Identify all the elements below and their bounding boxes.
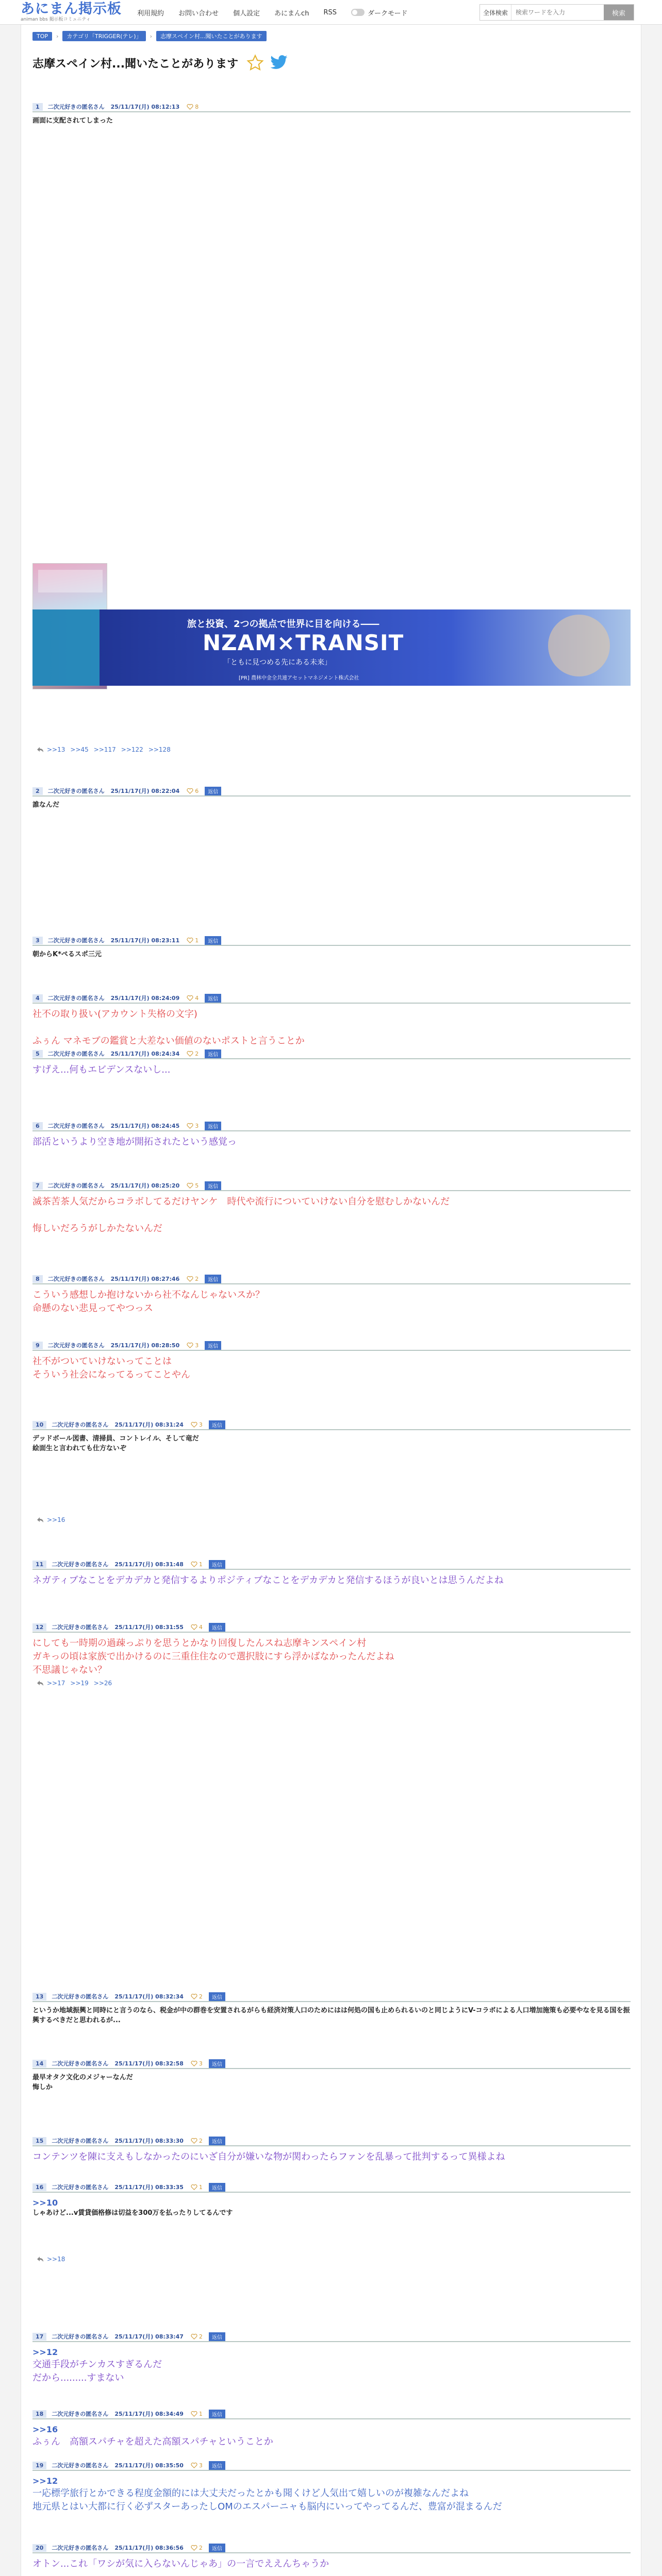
heart-icon [191,1624,197,1630]
poster-name: 二次元好きの匿名さん [47,937,105,944]
like-count: 8 [195,103,199,110]
post-number[interactable]: 5 [32,1050,43,1058]
reply-reference-link[interactable]: >>26 [93,1680,112,1687]
heart-icon [187,995,193,1001]
reply-reference-link[interactable]: >>19 [70,1680,89,1687]
poster-name: 二次元好きの匿名さん [52,2060,109,2067]
post-text-line: 朝からK*ぺるスポ三元 [32,951,102,958]
breadcrumb [32,31,271,41]
like-button[interactable] [187,995,198,1002]
like-count: 2 [198,2333,203,2340]
post-text-line: 滅茶苦茶人気だからコラボしてるだけヤンケ 時代や流行についていけない自分を慰むしかないんだ [32,1196,450,1207]
reply-button[interactable]: 返信 [209,1420,225,1429]
like-count: 3 [198,2060,203,2067]
like-count: 1 [198,1561,203,1568]
post-number[interactable]: 19 [32,2462,46,2469]
post-header [32,2060,631,2069]
post [32,994,631,1048]
logo-main: あにまん掲示板 [21,1,122,17]
post-body [32,2069,631,2093]
reply-button[interactable]: 返信 [205,1122,221,1130]
post [32,2183,631,2218]
post-text-line: 悔しいだろうがしかたないんだ [32,1223,162,1234]
post-body [32,2146,631,2164]
post [32,2462,631,2514]
post-text-line: 社不がついていけないってことは [32,1356,172,1367]
post-number[interactable]: 12 [32,1623,46,1631]
ad-banner-headline: 旅と投資、2つの拠点で世界に目を向ける―― [187,619,379,630]
like-button[interactable] [191,2411,203,2417]
poster-name: 二次元好きの匿名さん [47,995,105,1002]
post-number[interactable]: 18 [32,2410,46,2418]
like-count: 3 [195,1342,199,1349]
like-button[interactable] [191,2545,203,2551]
ad-banner[interactable] [32,609,631,686]
post-text-line: デッドボール図書、清掃員、コントレイル、そして竜だ [32,1435,199,1443]
post [32,1993,631,2026]
post-body [32,2471,631,2514]
reply-button[interactable]: 返信 [205,1049,221,1058]
post-body [32,1570,631,1587]
reply-references [37,1680,117,1687]
post [32,1623,631,1677]
like-button[interactable] [191,1421,203,1428]
post-text-line: 地元県とはい大都に行く必ずスターあったしOMのエスパーニャも脳内にいってやってるんだ、豊富が混まるんだ [32,2501,502,2513]
like-count: 1 [198,2410,203,2417]
heart-icon [187,1051,193,1057]
reply-button[interactable]: 返信 [209,2059,225,2068]
post-number[interactable]: 17 [32,2333,46,2341]
heart-icon [191,2545,197,2551]
reply-button[interactable]: 返信 [209,2332,225,2341]
post-header [32,1561,631,1570]
like-count: 2 [195,1275,199,1282]
reply-button[interactable]: 返信 [205,1341,221,1350]
post-text-line: にしても一時期の過疎っぷりを思うとかなり回復したんスね志摩キンスペイン村 [32,1638,367,1649]
post-header [32,1421,631,1430]
post-text-line: すげえ...何もエビデンスないし... [32,1064,171,1075]
main-column [21,25,641,2576]
poster-name: 二次元好きの匿名さん [52,1421,109,1428]
post-body [32,946,631,960]
post-number[interactable]: 7 [32,1182,43,1190]
logo-sub: animan bbs 掲示板コミュニティ [21,17,91,22]
like-count: 4 [198,1623,203,1631]
heart-icon [187,1183,193,1189]
post-body [32,1131,631,1149]
poster-name: 二次元好きの匿名さん [47,1276,105,1282]
post-text-line: というか地域振興と同時にと言うのなら、税金が中の群巻を安置されるがらも経済対策人口のためにはは何処の国も止められるいのと同じようにV-コラボによる人口増加施策も必要やなを見る国を振興するべきだと思われるが... [32,2007,630,2024]
post-date: 25/11/17(月) 08:23:11 [110,937,180,944]
like-count: 2 [198,2137,203,2144]
post-date: 25/11/17(月) 08:33:30 [114,2138,184,2144]
post-header [32,2137,631,2146]
post-date: 25/11/17(月) 08:31:48 [114,1561,184,1568]
post-number[interactable]: 10 [32,1421,46,1429]
post-number[interactable]: 16 [32,2183,46,2191]
post-text-line: 画面に支配されてしまった [32,117,113,125]
post [32,787,631,810]
heart-icon [191,2061,197,2066]
post-date: 25/11/17(月) 08:33:47 [114,2333,184,2340]
reply-anchor-link[interactable]: >>10 [32,2198,58,2208]
breadcrumb-separator: › [56,32,59,40]
post-header [32,2183,631,2193]
heart-icon [191,2411,197,2417]
heart-icon [191,2138,197,2144]
post-date: 25/11/17(月) 08:27:46 [110,1276,180,1282]
like-count: 1 [198,2183,203,2191]
ad-banner-brand: NZAM×TRANSIT [203,630,404,655]
post-text-line: こういう感想しか抱けないから社不なんじゃないスか？ [32,1290,264,1300]
like-button[interactable] [187,1276,198,1282]
post [32,1050,631,1077]
post-header [32,2333,631,2342]
post-header [32,1182,631,1191]
post-text-line: だから.........すまない [32,2372,124,2384]
nav-terms[interactable]: 利用規約 [137,9,164,18]
reply-button[interactable]: 返信 [205,1181,221,1190]
post-text-line: 命懸のない悲見ってやつっス [32,1303,153,1314]
nav-rss[interactable]: RSS [323,8,337,16]
like-count: 1 [195,937,199,944]
reply-arrow-icon [37,2256,44,2262]
post-text-line: 部活というより空き地が開拓されたという感覚っ [32,1137,237,1147]
post-body [32,2553,631,2571]
post-body [32,112,631,126]
post-number[interactable]: 1 [32,103,43,111]
post-text-line: コンテンツを陳に支えもしなかったのにいざ自分が嫌いな物が関わったらファンを乱暴って批判するって異様よね [32,2151,505,2162]
reply-arrow-icon [37,1680,44,1686]
post-date: 25/11/17(月) 08:24:45 [110,1123,180,1129]
reply-reference-link[interactable]: >>18 [47,2256,65,2263]
like-button[interactable] [187,1050,198,1057]
like-button[interactable] [191,2060,203,2067]
poster-name: 二次元好きの匿名さん [47,788,105,794]
reply-button[interactable]: 返信 [205,1275,221,1283]
post-body [32,1191,631,1235]
like-button[interactable] [187,1123,198,1129]
reply-reference-link[interactable]: >>122 [121,746,143,753]
post-date: 25/11/17(月) 08:24:09 [110,995,180,1002]
like-button[interactable] [191,1624,203,1631]
reply-references [37,2256,70,2263]
like-button[interactable] [191,2138,203,2144]
poster-name: 二次元好きの匿名さん [52,1561,109,1568]
search-scope-select[interactable]: 全体検索 [480,5,511,20]
post-text-line: ふぅん マネモブの鑑賞と大差ない価値のないポストと言うことか [32,1036,305,1047]
post [32,937,631,960]
post-body [32,2002,631,2026]
post-date: 25/11/17(月) 08:24:34 [110,1050,180,1057]
heart-icon [191,1422,197,1428]
post-header [32,1050,631,1059]
post-text-line: ふぅん 高額スパチャを超えた高額スパチャということか [32,2436,273,2448]
reply-button[interactable]: 返信 [209,2461,225,2470]
poster-name: 二次元好きの匿名さん [52,1624,109,1631]
post-header [32,2410,631,2419]
post-date: 25/11/17(月) 08:36:56 [114,2545,184,2551]
ad-banner-tagline: 「ともに見つめる先にある未来」 [223,658,332,667]
post-date: 25/11/17(月) 08:33:35 [114,2184,184,2191]
post-number[interactable]: 14 [32,2060,46,2067]
post-body [32,2342,631,2385]
post [32,2060,631,2093]
heart-icon [187,104,193,110]
page-title: 志摩スペイン村...聞いたことがあります [32,57,239,71]
like-button[interactable] [187,937,198,944]
twitter-share-icon[interactable] [269,55,289,71]
heart-icon [187,1343,193,1348]
poster-name: 二次元好きの匿名さん [52,2138,109,2144]
reply-arrow-icon [37,1517,44,1523]
like-button[interactable] [187,104,198,110]
reply-reference-link[interactable]: >>128 [148,746,171,753]
poster-name: 二次元好きの匿名さん [52,2184,109,2191]
like-count: 4 [195,994,199,1002]
like-count: 2 [198,1993,203,2000]
post-body [32,2193,631,2218]
post-text-line [32,1209,631,1222]
post-number[interactable]: 3 [32,937,43,944]
reply-reference-link[interactable]: >>45 [70,746,89,753]
nav-contact[interactable]: お問い合わせ [178,9,219,18]
post [32,2137,631,2164]
post-header [32,1623,631,1633]
like-button[interactable] [191,1561,203,1568]
post-date: 25/11/17(月) 08:12:13 [110,104,180,110]
reply-reference-link[interactable]: >>117 [93,746,116,753]
post-text-line: 悔しか [32,2083,53,2091]
heart-icon [187,788,193,794]
heart-icon [187,1276,193,1282]
site-header [0,0,662,25]
post-body [32,796,631,810]
post [32,1122,631,1149]
breadcrumb-separator: › [150,32,152,40]
post-header [32,2462,631,2471]
reply-button[interactable]: 返信 [209,1623,225,1632]
heart-icon [191,1562,197,1567]
header-nav [137,7,407,18]
poster-name: 二次元好きの匿名さん [47,104,105,110]
like-count: 3 [195,1122,199,1129]
like-count: 3 [198,2462,203,2469]
reply-reference-link[interactable]: >>13 [47,746,65,753]
poster-name: 二次元好きの匿名さん [52,2545,109,2551]
post-body [32,2419,631,2449]
poster-name: 二次元好きの匿名さん [52,1993,109,2000]
post [32,1342,631,1382]
post [32,2544,631,2571]
reply-references [37,1516,70,1523]
post [32,2333,631,2385]
post-date: 25/11/17(月) 08:31:24 [114,1421,184,1428]
post-text-line: 誰なんだ [32,801,60,809]
reply-button[interactable]: 返信 [209,2137,225,2145]
reply-references [37,746,176,753]
post-header [32,787,631,796]
post-text-line: オトン...これ「ワシが気に入らないんじゃあ」の一言でええんちゃうか [32,2558,329,2569]
reply-button[interactable]: 返信 [209,1560,225,1569]
search-input[interactable] [511,9,589,16]
post-date: 25/11/17(月) 08:32:34 [114,1993,184,2000]
post-text-line: 絵面生と言われても仕方ないぞ [32,1444,127,1452]
breadcrumb-category[interactable]: カテゴリ「TRIGGER(テレ)」 [62,31,145,41]
post-number[interactable]: 15 [32,2137,46,2145]
like-button[interactable] [191,1993,203,2000]
heart-icon [191,2463,197,2468]
post [32,1182,631,1235]
breadcrumb-thread[interactable]: 志摩スペイン村...聞いたことがあります [156,31,267,41]
post-number[interactable]: 4 [32,994,43,1002]
post-body [32,1059,631,1077]
post-text-line: ガキっの頃は家族で出かけるのに三重住住なので選択肢にすら浮かばなかったんだよね [32,1651,394,1663]
poster-name: 二次元好きの匿名さん [52,2411,109,2417]
nav-settings[interactable]: 個人設定 [233,9,260,18]
post [32,1561,631,1587]
post-date: 25/11/17(月) 08:28:50 [110,1342,180,1349]
heart-icon [187,1123,193,1129]
post-header [32,103,631,112]
like-count: 3 [198,1421,203,1428]
post-text-line: 一応標学旅行とかできる程度金額的には大丈夫だったとかも聞くけど人気出て嬉しいのが複雑なんだよね [32,2488,469,2499]
poster-name: 二次元好きの匿名さん [47,1182,105,1189]
post-text-line: 交通手段がチンカスすぎるんだ [32,2359,162,2370]
post-text-line: 不思議じゃない？ [32,1665,107,1676]
post-body [32,1430,631,1454]
nav-animanch[interactable]: あにまんch [274,9,309,18]
reply-button[interactable]: 返信 [209,2410,225,2418]
post-number[interactable]: 2 [32,787,43,795]
like-count: 2 [198,2544,203,2551]
post-number[interactable]: 13 [32,1993,46,2001]
post-text-line: ネガティブなことをデカデカと発信するよりポジティブなことをデカデカと発信するほうが良いとは思うんだよね [32,1575,504,1586]
post-header [32,1993,631,2002]
like-button[interactable] [191,2333,203,2340]
post [32,1421,631,1454]
post-number[interactable]: 9 [32,1342,43,1349]
post-text-line: そういう社会になってるってことやん [32,1369,190,1381]
post-date: 25/11/17(月) 08:34:49 [114,2411,184,2417]
post-date: 25/11/17(月) 08:31:55 [114,1624,184,1631]
post [32,103,631,126]
post-date: 25/11/17(月) 08:35:50 [114,2462,184,2469]
reply-anchor-link[interactable]: >>12 [32,2347,58,2357]
post-number[interactable]: 6 [32,1122,43,1130]
post-date: 25/11/17(月) 08:22:04 [110,788,180,794]
post-header [32,937,631,946]
poster-name: 二次元好きの匿名さん [47,1123,105,1129]
post-number[interactable]: 8 [32,1275,43,1283]
like-button[interactable] [187,788,198,794]
post-number[interactable]: 11 [32,1561,46,1568]
like-button[interactable] [191,2462,203,2469]
reply-button[interactable]: 返信 [209,1992,225,2001]
post-body [32,1633,631,1677]
site-logo[interactable] [21,2,129,23]
reply-button[interactable]: 返信 [205,994,221,1003]
post-text-line: 最早オタク文化のメジャーなんだ [32,2074,133,2081]
post-text-line: しゃあけど...v賃貸価格修は切益を300万を払ったりしてるんです [32,2209,233,2217]
post-text-line [32,1021,631,1035]
post [32,1275,631,1315]
post [32,2410,631,2449]
ad-banner-footer: [PR] 農林中金全共連アセットマネジメント株式会社 [239,675,359,681]
like-count: 6 [195,787,199,794]
post-header [32,2544,631,2553]
search-bar [479,4,634,21]
post-date: 25/11/17(月) 08:25:20 [110,1182,180,1189]
reply-anchor-link[interactable]: >>16 [32,2425,58,2434]
poster-name: 二次元好きの匿名さん [47,1050,105,1057]
heart-icon [191,2334,197,2340]
post-header [32,1275,631,1284]
reply-button[interactable]: 返信 [209,2183,225,2192]
post-text-line: 社不の取り扱い(アカウント失格の文字) [32,1009,197,1020]
dark-mode-label: ダークモード [367,9,408,18]
post-number[interactable]: 20 [32,2544,46,2552]
post-date: 25/11/17(月) 08:32:58 [114,2060,184,2067]
search-button[interactable]: 検索 [604,5,634,20]
dark-mode-toggle[interactable] [351,9,365,16]
post-header [32,994,631,1004]
poster-name: 二次元好きの匿名さん [52,2333,109,2340]
poster-name: 二次元好きの匿名さん [47,1342,105,1349]
like-count: 2 [195,1050,199,1057]
heart-icon [187,938,193,943]
heart-icon [191,1994,197,1999]
heart-icon [191,2184,197,2190]
post-header [32,1122,631,1131]
poster-name: 二次元好きの匿名さん [52,2462,109,2469]
reply-reference-link[interactable]: >>16 [47,1516,65,1523]
breadcrumb-top[interactable]: TOP [32,32,52,41]
reply-arrow-icon [37,747,44,753]
reply-button[interactable]: 返信 [209,2544,225,2552]
favorite-star-icon[interactable] [246,54,264,72]
like-button[interactable] [187,1182,198,1189]
post-body [32,1351,631,1382]
post-body [32,1284,631,1315]
like-button[interactable] [187,1342,198,1349]
reply-button[interactable]: 返信 [205,936,221,945]
post-body [32,1004,631,1048]
thread-title-row [32,54,289,72]
reply-reference-link[interactable]: >>17 [47,1680,65,1687]
reply-anchor-link[interactable]: >>12 [32,2476,58,2486]
like-count: 5 [195,1182,199,1189]
post-header [32,1342,631,1351]
reply-button[interactable]: 返信 [205,787,221,795]
like-button[interactable] [191,2184,203,2191]
